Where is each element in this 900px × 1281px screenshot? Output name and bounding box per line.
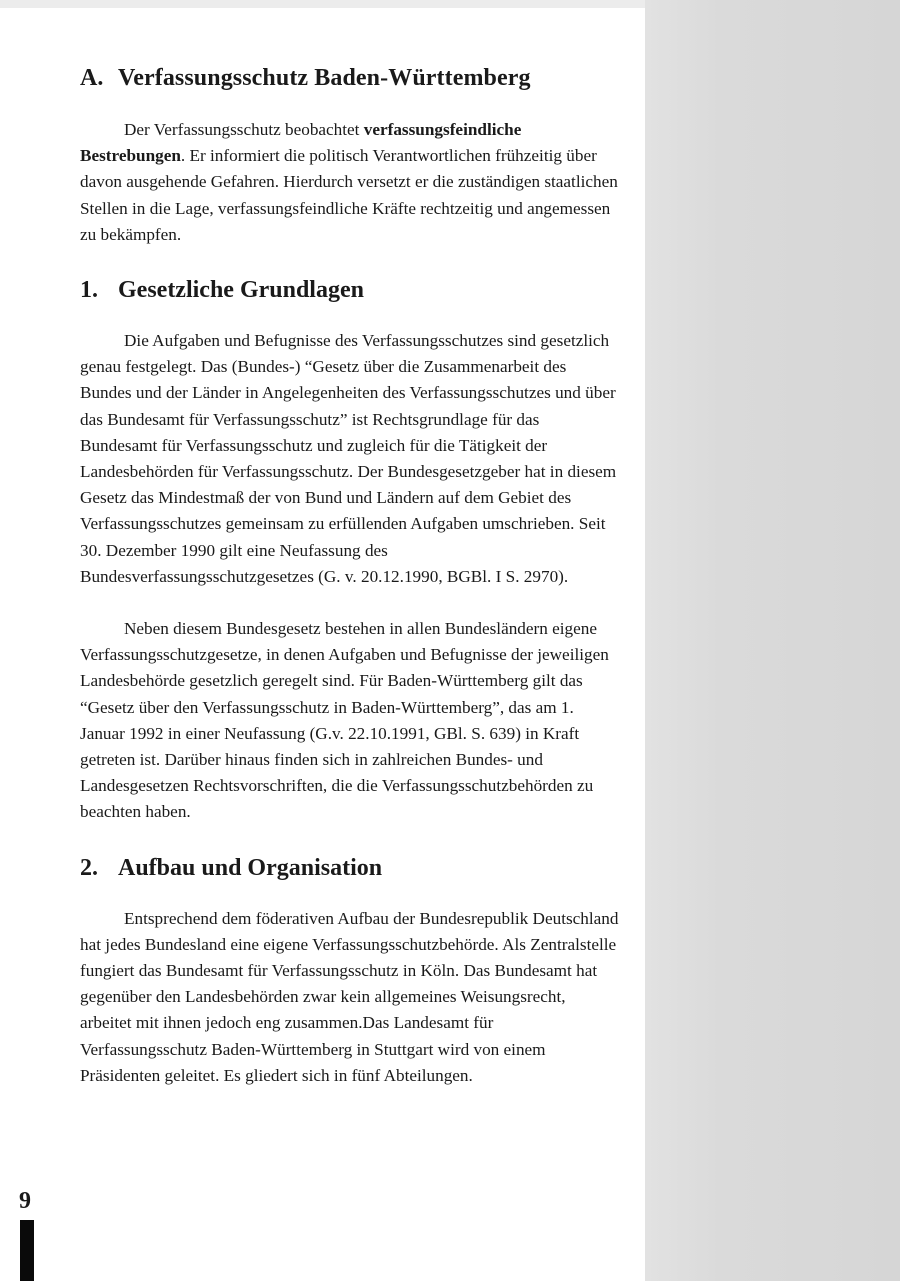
section-heading-2 — [80, 852, 620, 884]
section-1-paragraph-2: Neben diesem Bundesgesetz bestehen in allen Bundesländern eigene Verfassungsschutzgesetze, in denen Aufgaben und Befugnisse der jeweiligen Landesbehörde gesetzlich geregelt sind. Für Baden-Württemberg gilt das “Gesetz über den Verfassungsschutz in Baden-Württemberg”, das am 1. Januar 1992 in einer Neufassung (G.v. 22.10.1991, GBl. S. 639) in Kraft getreten ist. Darüber hinaus finden sich in zahlreichen Bundes- und Landesgesetzen Rechtsvorschriften, die die Verfassungsschutzbehörden zu beachten haben. — [80, 619, 609, 822]
page-number: 9 — [19, 1188, 31, 1214]
scan-margin-shadow — [645, 0, 900, 1281]
page-thumb-marker — [20, 1220, 34, 1281]
section-number-2: 2. — [80, 854, 98, 881]
chapter-heading — [80, 62, 620, 94]
chapter-title: Verfassungsschutz Baden-Württemberg — [118, 65, 531, 91]
section-title-1: Gesetzliche Grundlagen — [118, 277, 364, 304]
intro-text-end: . Er informiert die politisch Verantwortlichen frühzeitig über davon ausgehende Gefahren. Hierdurch versetzt er die zuständigen staatlichen Stellen in die Lage, verfassungsfeindliche Kräfte rechtzeitig und angemessen zu bekämpfen. — [80, 146, 618, 244]
intro-emphasis: verfassungsfeindliche Bestrebungen — [80, 120, 522, 166]
section-title-2: Aufbau und Organisation — [118, 854, 383, 881]
section-heading-1 — [80, 274, 620, 306]
chapter-letter: A. — [80, 65, 104, 91]
page-content — [80, 56, 620, 1089]
section-2-paragraph-1: Entsprechend dem föderativen Aufbau der Bundesrepublik Deutschland hat jedes Bundesland eine eigene Verfassungsschutzbehörde. Als Zentralstelle fungiert das Bundesamt für Verfassungsschutz in Köln. Das Bundesamt hat gegenüber den Landesbehörden zwar kein allgemeines Weisungsrecht, arbeitet mit ihnen jedoch eng zusammen.Das Landesamt für Verfassungsschutz Baden-Württemberg in Stuttgart wird von einem Präsidenten geleitet. Es gliedert sich in fünf Abteilungen. — [80, 908, 619, 1085]
intro-paragraph — [80, 117, 620, 248]
intro-text-start: Der Verfassungsschutz beobachtet — [124, 120, 364, 139]
section-number-1: 1. — [80, 277, 98, 304]
section-1-paragraph-1: Die Aufgaben und Befugnisse des Verfassungsschutzes sind gesetzlich genau festgelegt. Das (Bundes-) “Gesetz über die Zusammenarbeit des Bundes und der Länder in Angelegenheiten des Verfassungsschutzes und über das Bundesamt für Verfassungsschutz” ist Rechtsgrundlage für das Bundesamt für Verfassungsschutz und zugleich für die Tätigkeit der Landesbehörden für Verfassungsschutz. Der Bundesgesetzgeber hat in diesem Gesetz das Mindestmaß der von Bund und Ländern auf dem Gebiet des Verfassungsschutzes gemeinsam zu erfüllenden Aufgaben umschrieben. Seit 30. Dezember 1990 gilt eine Neufassung des Bundesverfassungsschutzgesetzes (G. v. 20.12.1990, BGBl. I S. 2970). — [80, 331, 617, 586]
